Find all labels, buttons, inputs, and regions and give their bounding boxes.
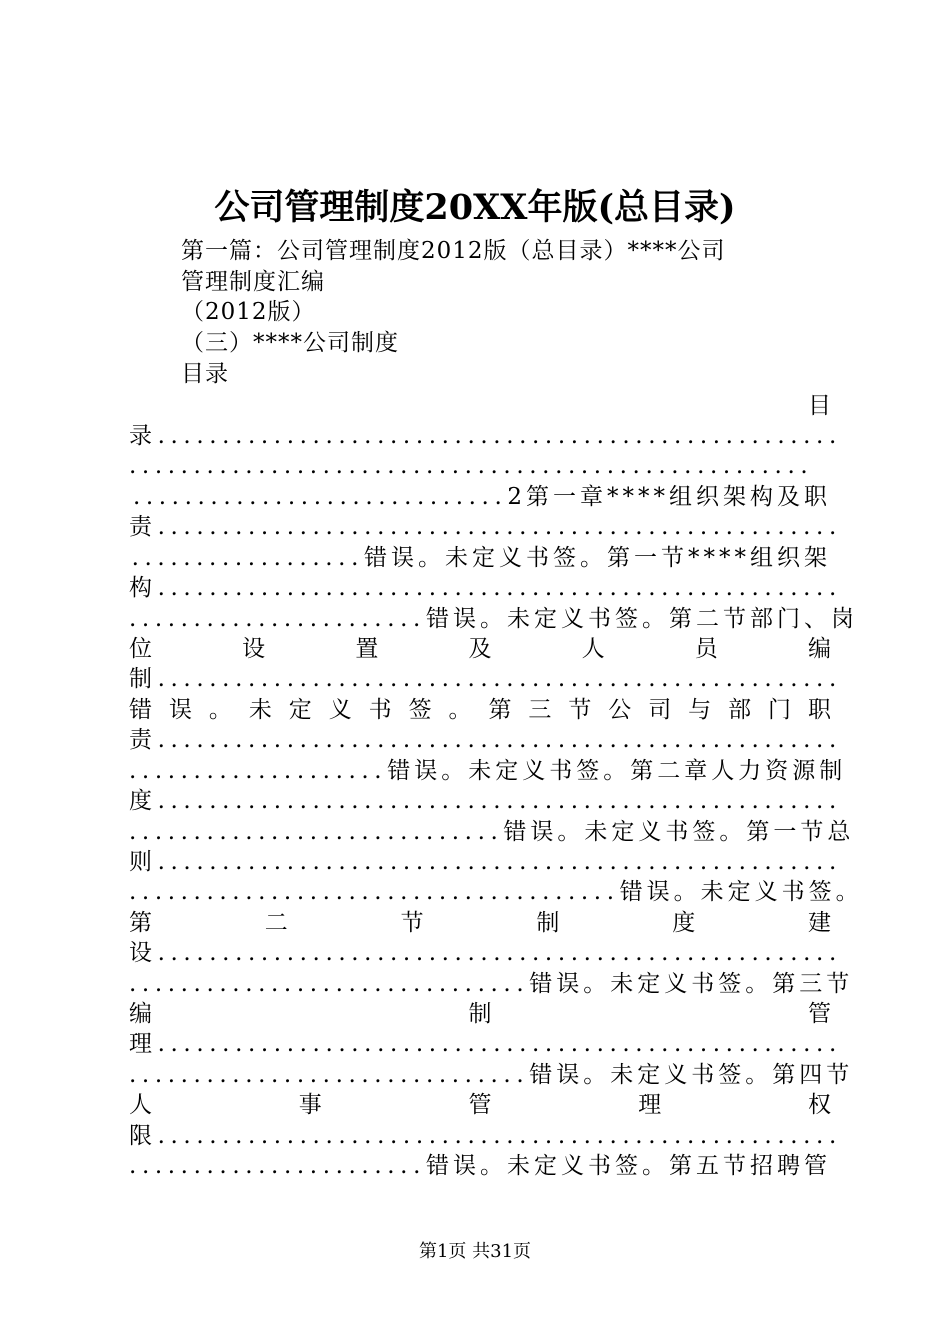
toc-char: 节: [568, 697, 592, 723]
toc-text: .............................2第一章****组织架构及职: [132, 484, 831, 510]
intro-line: （三）****公司制度: [181, 330, 399, 356]
toc-line-spread: [129, 908, 831, 938]
toc-text: 责.....................................................: [129, 727, 842, 753]
toc-line: [129, 1151, 831, 1181]
toc-char: 。: [448, 697, 472, 723]
page-footer: 第1页 共31页: [418, 1241, 532, 1262]
toc-text: .....................................................: [129, 453, 814, 479]
toc-text: 设.....................................................: [129, 940, 842, 966]
toc-line: [129, 1121, 842, 1151]
toc-line: [129, 725, 842, 755]
toc-char: 部: [728, 697, 752, 723]
toc-line-spread: [129, 1090, 831, 1120]
toc-text: 构.....................................................: [129, 575, 842, 601]
toc-char: 管: [808, 1001, 831, 1027]
toc-char: 签: [408, 697, 432, 723]
toc-char: 二: [264, 910, 288, 936]
toc-line: [129, 664, 842, 694]
toc-text: .............................错误。未定义书签。第一节总: [129, 819, 855, 845]
toc-text: ....................错误。未定义书签。第二章人力资源制: [129, 758, 847, 784]
toc-char: 制: [468, 1001, 492, 1027]
toc-text: 则.....................................................: [129, 849, 842, 875]
toc-char: 置: [355, 636, 379, 662]
toc-text: ...............................错误。未定义书签。第四节: [129, 1062, 854, 1088]
toc-char: 未: [248, 697, 272, 723]
toc-char: 义: [328, 697, 352, 723]
toc-line: [129, 847, 842, 877]
toc-char: 书: [368, 697, 392, 723]
toc-char: 编: [129, 1001, 152, 1027]
toc-char: 人: [581, 636, 605, 662]
toc-char: 门: [768, 697, 791, 723]
toc-char: 位: [129, 636, 152, 662]
toc-text: ...............................错误。未定义书签。第三节: [129, 971, 854, 997]
intro-line: 管理制度汇编: [181, 269, 325, 295]
toc-text: ......................................错误。未定义书签。: [129, 879, 863, 905]
toc-char: 与: [688, 697, 712, 723]
toc-line-spread: [129, 634, 831, 664]
toc-line: [129, 421, 842, 451]
toc-char: 误: [168, 697, 192, 723]
toc-char: 司: [648, 697, 672, 723]
toc-char: 。: [208, 697, 232, 723]
toc-text: 责.....................................................: [129, 514, 842, 540]
toc-text: ..................错误。未定义书签。第一节****组织架: [131, 545, 831, 571]
intro-line: 目录: [181, 361, 229, 387]
toc-char: 管: [468, 1092, 492, 1118]
toc-line: [129, 543, 831, 573]
toc-line-spread: [129, 695, 831, 725]
toc-line: [129, 512, 842, 542]
toc-text: 度.....................................................: [129, 788, 842, 814]
toc-char: 员: [694, 636, 718, 662]
toc-line: [129, 877, 863, 907]
toc-line-spread: [129, 999, 831, 1029]
toc-char: 三: [528, 697, 552, 723]
toc-heading: 目: [808, 393, 831, 419]
document-title: 公司管理制度20XX年版(总目录): [214, 187, 736, 228]
toc-text: 制.....................................................: [129, 666, 842, 692]
toc-char: 权: [808, 1092, 831, 1118]
toc-line: [129, 1060, 854, 1090]
toc-char: 公: [608, 697, 632, 723]
toc-char: 第: [488, 697, 512, 723]
toc-line: [129, 482, 831, 512]
toc-line: [129, 938, 842, 968]
toc-char: 职: [807, 697, 831, 723]
toc-text: 理.....................................................: [129, 1031, 842, 1057]
toc-char: 节: [400, 910, 424, 936]
toc-char: 事: [298, 1092, 322, 1118]
intro-line: 第一篇：公司管理制度2012版（总目录）****公司: [181, 238, 726, 264]
toc-char: 错: [129, 697, 152, 723]
toc-text: 录.....................................................: [129, 423, 842, 449]
toc-char: 制: [536, 910, 560, 936]
toc-char: 定: [288, 697, 312, 723]
toc-line: [129, 817, 855, 847]
toc-char: 及: [468, 636, 492, 662]
intro-line: （2012版）: [181, 299, 316, 325]
toc-char: 人: [129, 1092, 152, 1118]
toc-line: [129, 1029, 842, 1059]
toc-line: [129, 573, 842, 603]
toc-line: [129, 786, 842, 816]
toc-char: 第: [129, 910, 152, 936]
toc-text: .......................错误。未定义书签。第五节招聘管: [129, 1153, 831, 1179]
toc-char: 设: [242, 636, 266, 662]
toc-char: 建: [807, 910, 831, 936]
toc-line: [129, 604, 858, 634]
toc-line: [129, 756, 847, 786]
toc-line: [129, 451, 831, 481]
toc-text: 限.....................................................: [129, 1123, 842, 1149]
toc-line: [129, 969, 854, 999]
toc-char: 度: [672, 910, 696, 936]
toc-char: 编: [807, 636, 831, 662]
toc-text: .......................错误。未定义书签。第二节部门、岗: [129, 606, 858, 632]
toc-char: 理: [638, 1092, 662, 1118]
